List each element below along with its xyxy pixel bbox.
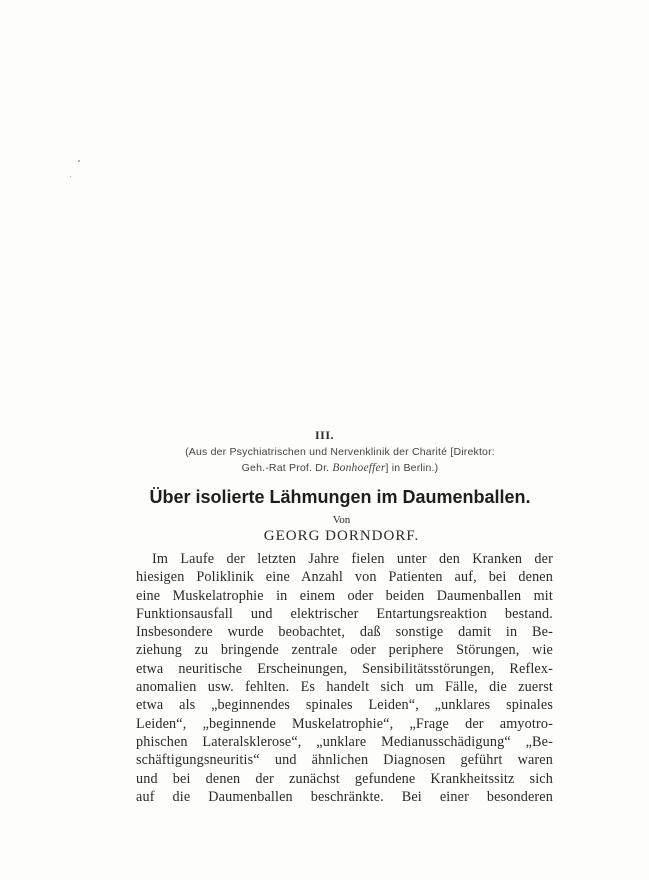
body-line: phischen Lateralsklerose“, „unklare Medianusschädigung“ „Be-	[136, 733, 553, 750]
body-line: Insbesondere wurde beobachtet, daß sonstige damit in Be-	[136, 624, 553, 641]
scan-speck	[78, 160, 80, 162]
body-text	[136, 550, 553, 806]
scan-speck	[70, 176, 71, 177]
body-line: auf die Daumenballen beschränkte. Bei einer besonderen	[136, 788, 553, 805]
body-line: Funktionsausfall und elektrischer Entartungsreaktion bestand.	[136, 605, 553, 622]
source-note	[140, 444, 540, 476]
body-line: und bei denen der zunächst gefundene Krankheitssitz sich	[136, 770, 553, 787]
source-note-prefix: Geh.-Rat Prof. Dr.	[241, 462, 333, 474]
body-line: eine Muskelatrophie in einem oder beiden Daumenballen mit	[136, 587, 553, 604]
section-numeral: III.	[314, 428, 334, 442]
source-note-suffix: ] in Berlin.)	[385, 462, 439, 474]
body-line: hiesigen Poliklinik eine Anzahl von Patienten auf, bei denen	[136, 569, 553, 586]
body-line: etwa als „beginnendes spinales Leiden“, „unklares spinales	[136, 697, 553, 714]
body-line: schäftigungsneuritis“ und ähnlichen Diagnosen geführt waren	[136, 752, 553, 769]
author-name: GEORG DORNDORF.	[263, 528, 420, 544]
source-note-line-2	[140, 460, 540, 476]
body-line: anomalien usw. fehlten. Es handelt sich um Fälle, die zuerst	[136, 679, 553, 696]
director-name: Bonhoeffer	[332, 462, 386, 474]
body-line: Leiden“, „beginnende Muskelatrophie“, „Frage der amyotro-	[136, 715, 553, 732]
body-line: etwa neuritische Erscheinungen, Sensibilitätsstörungen, Reflex-	[136, 660, 553, 677]
body-line: Im Laufe der letzten Jahre fielen unter den Kranken der	[152, 551, 553, 567]
byline-von: Von	[332, 514, 351, 526]
article-title: Über isolierte Lähmungen im Daumenballen.	[149, 487, 531, 507]
body-line: ziehung zu bringende zentrale oder periphere Störungen, wie	[136, 642, 553, 659]
source-note-line-1: (Aus der Psychiatrischen und Nervenklinik der Charité [Direktor:	[185, 446, 495, 458]
